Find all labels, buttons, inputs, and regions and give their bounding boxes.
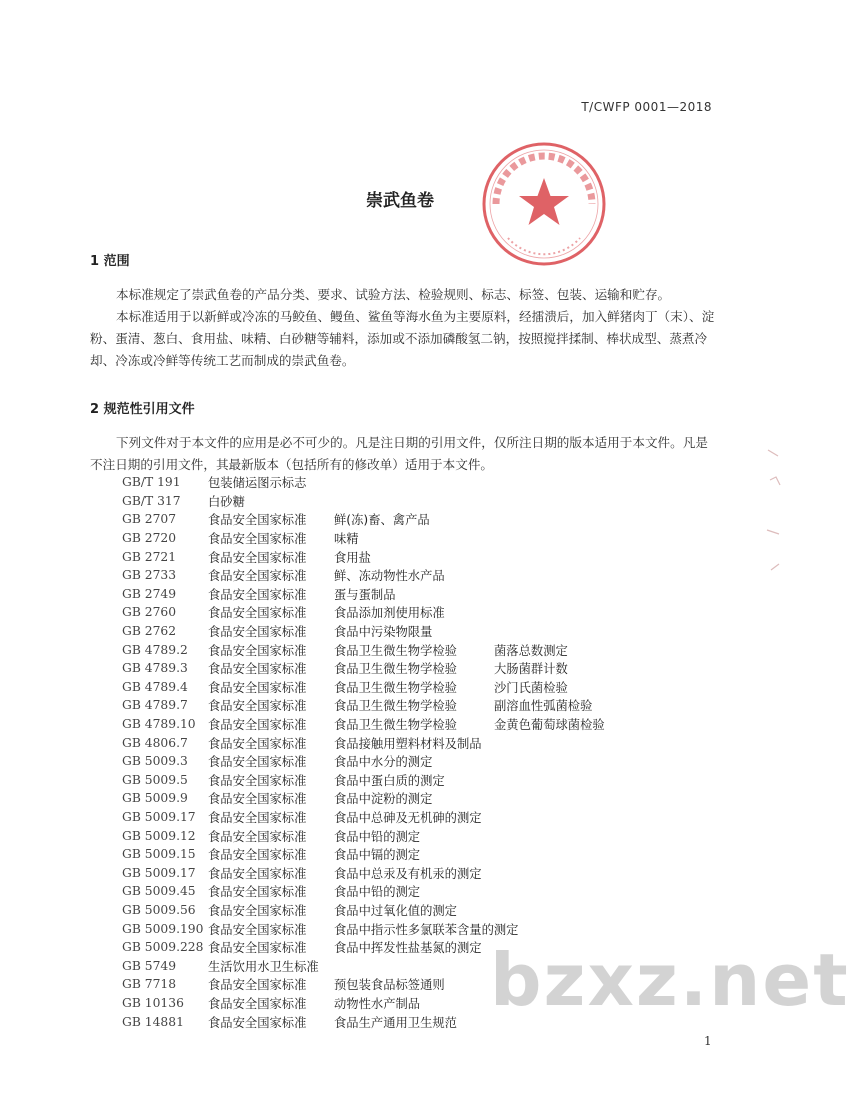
reference-row xyxy=(122,492,682,511)
reference-name: 食品安全国家标准 xyxy=(208,625,307,640)
reference-extra: 沙门氏菌检验 xyxy=(494,680,568,695)
reference-name: 食品安全国家标准 xyxy=(208,755,307,770)
reference-description: 蛋与蛋制品 xyxy=(334,587,396,602)
reference-description: 食品卫生微生物学检验 xyxy=(334,643,457,658)
reference-row xyxy=(122,733,682,752)
reference-description: 食品生产通用卫生规范 xyxy=(334,1015,457,1030)
reference-name: 食品安全国家标准 xyxy=(208,550,307,565)
reference-name: 食品安全国家标准 xyxy=(208,903,307,918)
reference-row xyxy=(122,752,682,771)
reference-code: GB 2721 xyxy=(122,549,177,564)
reference-description: 食品中过氧化值的测定 xyxy=(334,903,457,918)
reference-name: 食品安全国家标准 xyxy=(208,569,307,584)
reference-name: 包装储运图示标志 xyxy=(208,476,307,491)
page-number: 1 xyxy=(704,1034,712,1048)
reference-description: 食品中挥发性盐基氮的测定 xyxy=(334,941,482,956)
reference-name: 食品安全国家标准 xyxy=(208,699,307,714)
reference-code: GB 5009.17 xyxy=(122,865,196,880)
reference-description: 食品卫生微生物学检验 xyxy=(334,718,457,733)
reference-code: GB 5009.228 xyxy=(122,940,204,955)
reference-row xyxy=(122,789,682,808)
document-number: T/CWFP 0001—2018 xyxy=(581,100,712,114)
reference-row xyxy=(122,715,682,734)
reference-code: GB 4806.7 xyxy=(122,735,188,750)
reference-code: GB 2760 xyxy=(122,605,177,620)
reference-name: 食品安全国家标准 xyxy=(208,606,307,621)
reference-code: GB 5009.3 xyxy=(122,754,188,769)
reference-description: 食品添加剂使用标准 xyxy=(334,606,445,621)
reference-description: 动物性水产制品 xyxy=(334,996,421,1011)
reference-code: GB 5009.56 xyxy=(122,902,196,917)
scope-paragraph-1: 本标准规定了崇武鱼卷的产品分类、要求、试验方法、检验规则、标志、标签、包装、运输和贮存。 xyxy=(116,287,671,302)
reference-name: 食品安全国家标准 xyxy=(208,532,307,547)
reference-name: 食品安全国家标准 xyxy=(208,996,307,1011)
reference-name: 食品安全国家标准 xyxy=(208,680,307,695)
reference-code: GB 4789.3 xyxy=(122,661,188,676)
reference-name: 食品安全国家标准 xyxy=(208,810,307,825)
reference-code: GB 2749 xyxy=(122,586,177,601)
reference-code: GB 4789.7 xyxy=(122,698,188,713)
reference-description: 预包装食品标签通则 xyxy=(334,978,445,993)
reference-row xyxy=(122,622,682,641)
reference-name: 食品安全国家标准 xyxy=(208,885,307,900)
reference-code: GB 5009.190 xyxy=(122,921,204,936)
reference-row xyxy=(122,863,682,882)
reference-code: GB 2720 xyxy=(122,531,177,546)
reference-extra: 金黄色葡萄球菌检验 xyxy=(494,718,605,733)
reference-code: GB 2733 xyxy=(122,568,177,583)
reference-code: GB 5009.45 xyxy=(122,884,196,899)
reference-row xyxy=(122,566,682,585)
reference-name: 食品安全国家标准 xyxy=(208,718,307,733)
reference-name: 食品安全国家标准 xyxy=(208,1015,307,1030)
reference-description: 食品中蛋白质的测定 xyxy=(334,773,445,788)
reference-row xyxy=(122,901,682,920)
reference-name: 食品安全国家标准 xyxy=(208,866,307,881)
reference-row xyxy=(122,826,682,845)
reference-description: 食品中总汞及有机汞的测定 xyxy=(334,866,482,881)
reference-name: 食品安全国家标准 xyxy=(208,513,307,528)
reference-code: GB 2707 xyxy=(122,512,177,527)
reference-name: 食品安全国家标准 xyxy=(208,643,307,658)
reference-name: 白砂糖 xyxy=(208,494,245,509)
reference-extra: 副溶血性弧菌检验 xyxy=(494,699,593,714)
reference-description: 味精 xyxy=(334,532,359,547)
reference-name: 食品安全国家标准 xyxy=(208,662,307,677)
reference-name: 食品安全国家标准 xyxy=(208,773,307,788)
reference-description: 食品中指示性多氯联苯含量的测定 xyxy=(334,922,519,937)
reference-row xyxy=(122,808,682,827)
reference-row xyxy=(122,603,682,622)
section-heading-scope: 1 范围 xyxy=(90,254,130,269)
reference-row xyxy=(122,659,682,678)
reference-name: 食品安全国家标准 xyxy=(208,587,307,602)
reference-row xyxy=(122,640,682,659)
reference-code: GB 5009.9 xyxy=(122,791,188,806)
reference-code: GB/T 191 xyxy=(122,475,181,490)
reference-row xyxy=(122,696,682,715)
reference-code: GB 7718 xyxy=(122,977,177,992)
reference-code: GB 5009.15 xyxy=(122,847,196,862)
reference-row xyxy=(122,919,682,938)
reference-code: GB 5009.5 xyxy=(122,772,188,787)
reference-row xyxy=(122,845,682,864)
reference-name: 食品安全国家标准 xyxy=(208,792,307,807)
reference-extra: 大肠菌群计数 xyxy=(494,662,568,677)
reference-name: 食品安全国家标准 xyxy=(208,736,307,751)
reference-code: GB 5009.12 xyxy=(122,828,196,843)
reference-description: 食品中污染物限量 xyxy=(334,625,433,640)
reference-name: 食品安全国家标准 xyxy=(208,829,307,844)
references-intro-paragraph: 下列文件对于本文件的应用是必不可少的。凡是注日期的引用文件，仅所注日期的版本适用于本文件。凡是不注日期的引用文件，其最新版本（包括所有的修改单）适用于本文件。 xyxy=(90,435,708,472)
reference-description: 食品中总砷及无机砷的测定 xyxy=(334,810,482,825)
reference-description: 食品中铅的测定 xyxy=(334,885,421,900)
reference-description: 食品中水分的测定 xyxy=(334,755,433,770)
reference-row xyxy=(122,882,682,901)
reference-code: GB 4789.4 xyxy=(122,679,188,694)
reference-description: 食品卫生微生物学检验 xyxy=(334,662,457,677)
reference-code: GB 5749 xyxy=(122,958,177,973)
reference-description: 食品中镉的测定 xyxy=(334,848,421,863)
reference-row xyxy=(122,678,682,697)
reference-description: 食品中铅的测定 xyxy=(334,829,421,844)
reference-description: 食品卫生微生物学检验 xyxy=(334,680,457,695)
reference-extra: 菌落总数测定 xyxy=(494,643,568,658)
reference-description: 食品中淀粉的测定 xyxy=(334,792,433,807)
reference-description: 鲜(冻)畜、禽产品 xyxy=(334,513,430,528)
reference-name: 食品安全国家标准 xyxy=(208,848,307,863)
reference-code: GB 4789.10 xyxy=(122,717,196,732)
reference-code: GB 14881 xyxy=(122,1014,184,1029)
reference-code: GB 4789.2 xyxy=(122,642,188,657)
reference-row xyxy=(122,585,682,604)
scope-paragraph-2: 本标准适用于以新鲜或冷冻的马鲛鱼、鳗鱼、鲨鱼等海水鱼为主要原料，经擂溃后，加入鲜猪肉丁（末）、淀粉、蛋清、葱白、食用盐、味精、白砂糖等辅料，添加或不添加磷酸氢二钠，按照搅拌揉制、棒状成型、蒸煮冷却、冷冻或冷鲜等传统工艺而制成的崇武鱼卷。 xyxy=(90,309,715,368)
reference-code: GB 5009.17 xyxy=(122,809,196,824)
reference-row xyxy=(122,771,682,790)
reference-name: 食品安全国家标准 xyxy=(208,922,307,937)
reference-row xyxy=(122,473,682,492)
reference-code: GB 2762 xyxy=(122,624,177,639)
reference-description: 鲜、冻动物性水产品 xyxy=(334,569,445,584)
reference-row xyxy=(122,547,682,566)
reference-description: 食品接触用塑料材料及制品 xyxy=(334,736,482,751)
reference-row xyxy=(122,529,682,548)
margin-scribble-marks xyxy=(762,440,792,590)
section-heading-normative-references: 2 规范性引用文件 xyxy=(90,402,195,417)
document-title: 崇武鱼卷 xyxy=(366,191,434,211)
reference-description: 食用盐 xyxy=(334,550,371,565)
reference-name: 生活饮用水卫生标准 xyxy=(208,959,319,974)
reference-name: 食品安全国家标准 xyxy=(208,941,307,956)
reference-code: GB/T 317 xyxy=(122,493,181,508)
site-watermark: bzxz.net xyxy=(490,938,850,1022)
reference-name: 食品安全国家标准 xyxy=(208,978,307,993)
reference-row xyxy=(122,510,682,529)
reference-code: GB 10136 xyxy=(122,995,184,1010)
reference-description: 食品卫生微生物学检验 xyxy=(334,699,457,714)
